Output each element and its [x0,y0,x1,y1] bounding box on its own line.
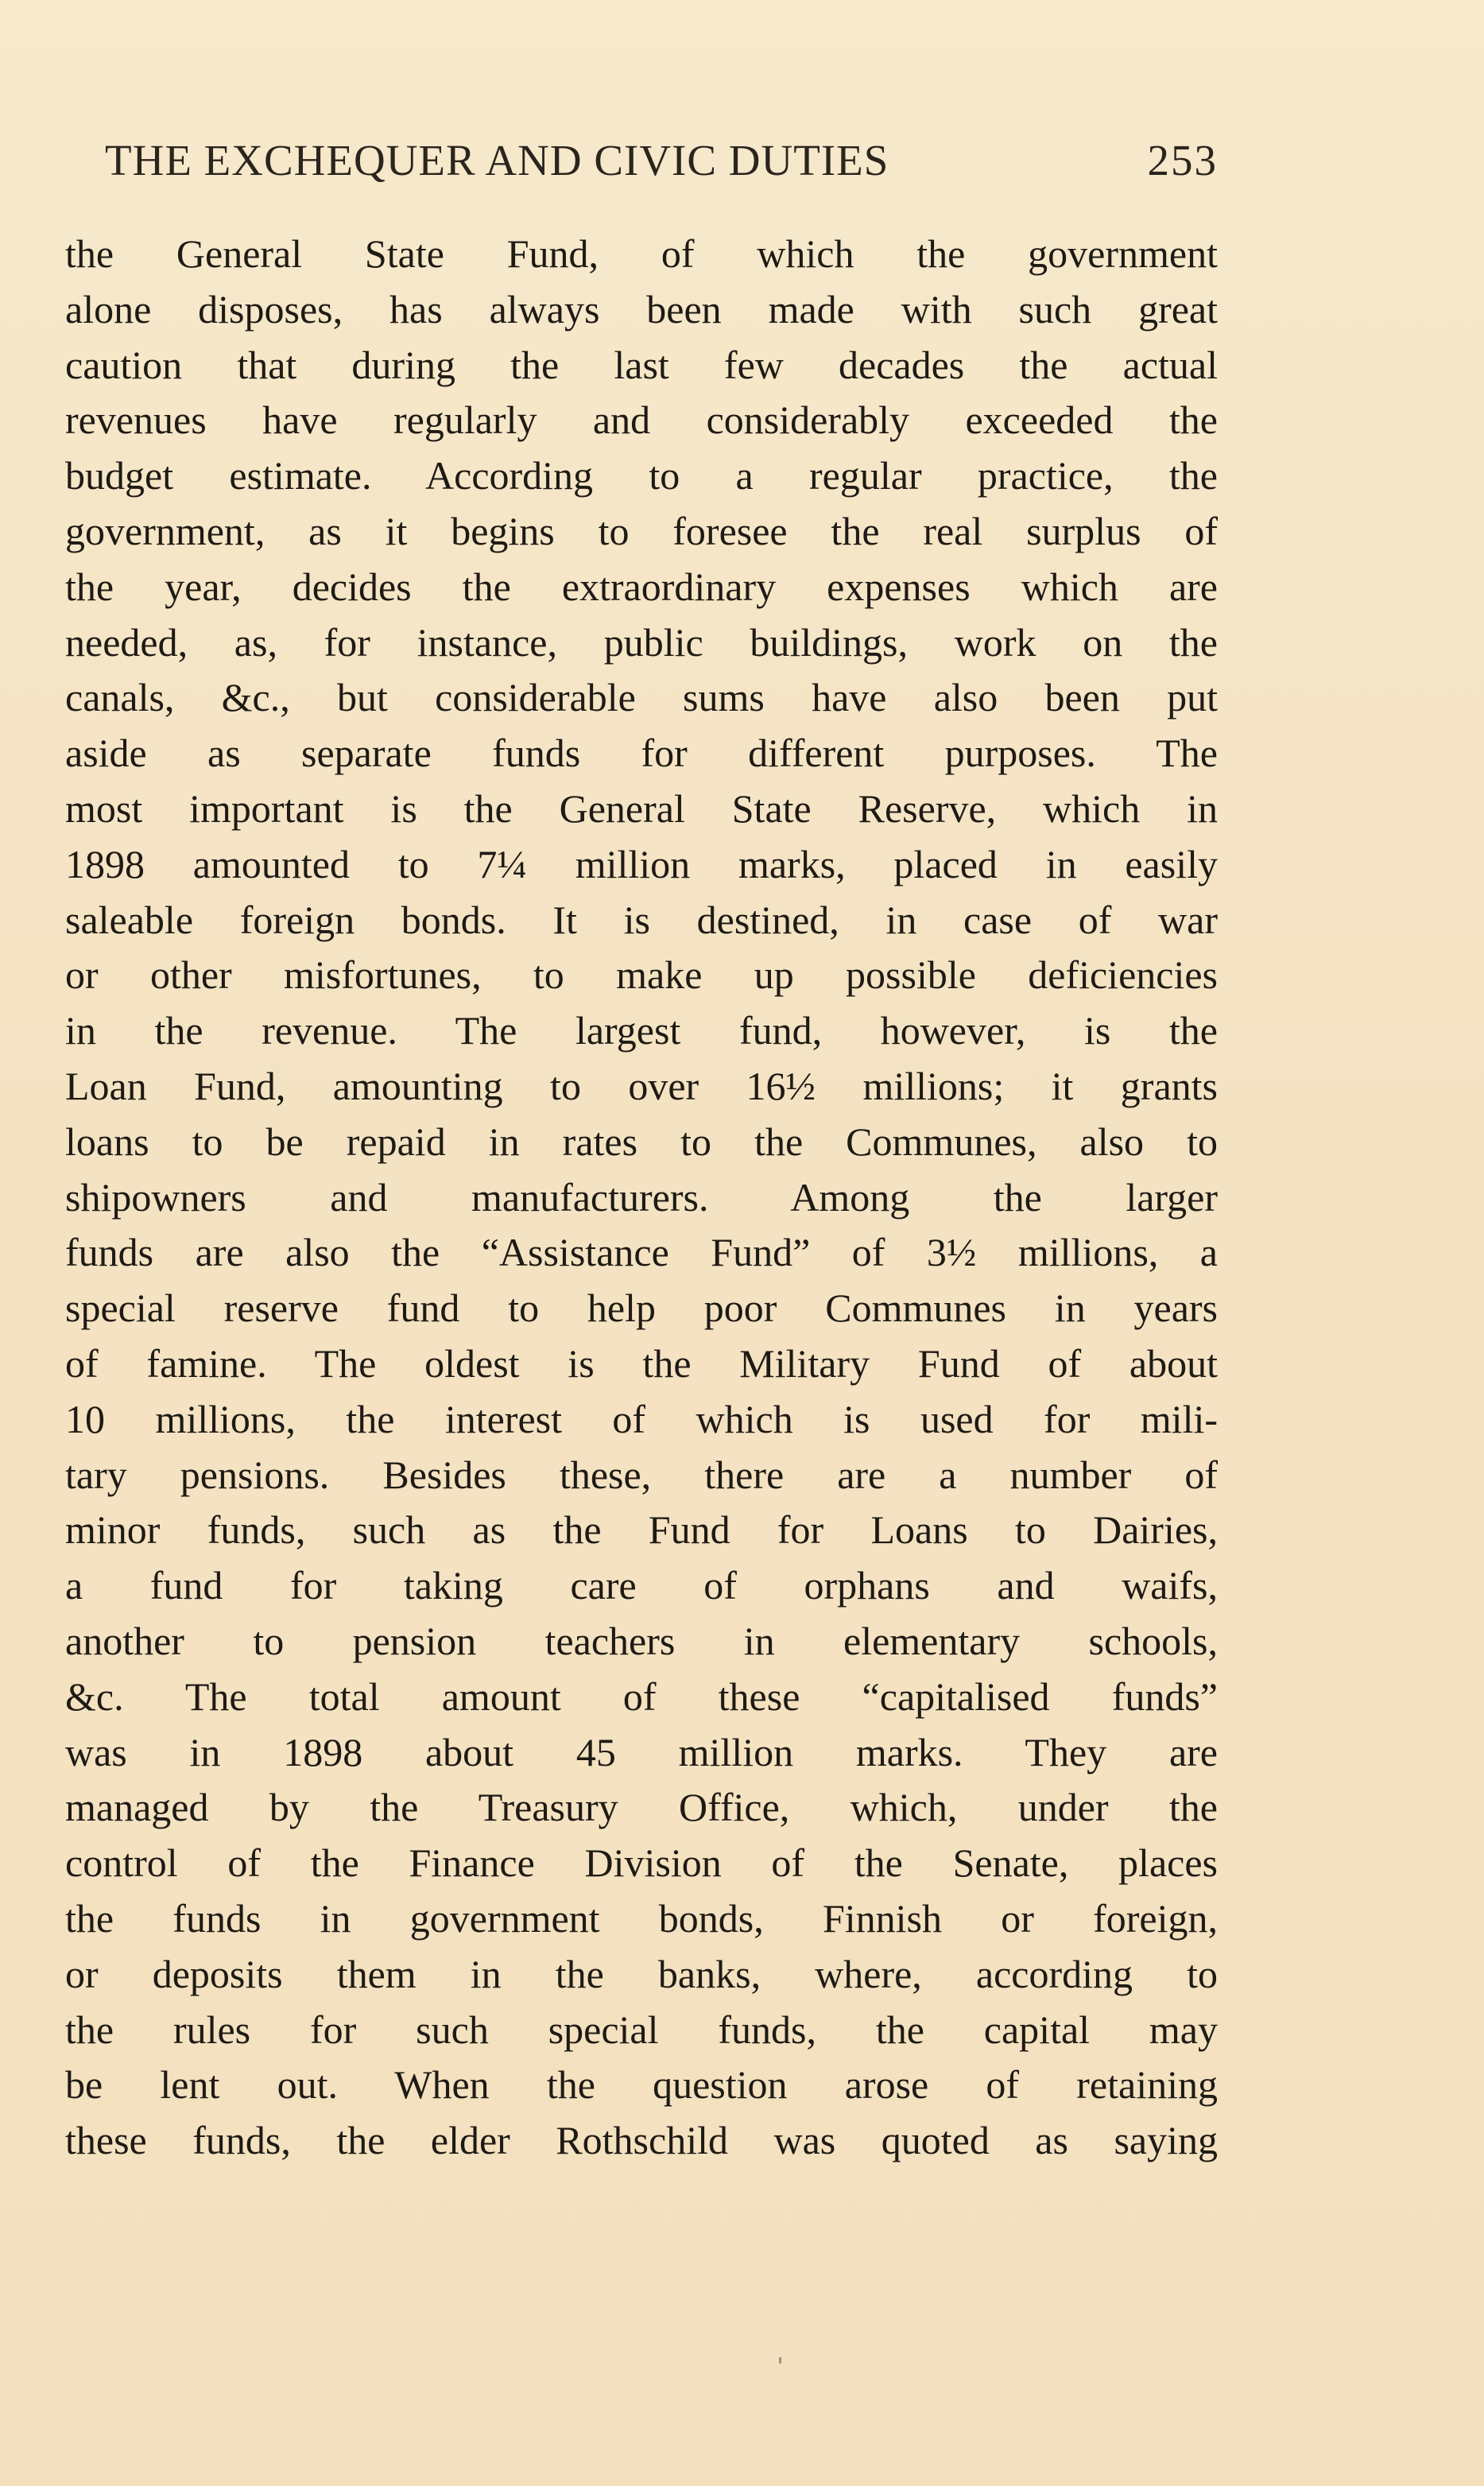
text-line: revenues have regularly and considerably exceeded the [65,398,1218,443]
text-line: the year, decides the extraordinary expenses which are [65,564,1218,609]
text-line: government, as it begins to foresee the real surplus of [65,508,1218,553]
text-line: be lent out. When the question arose of retaining [65,2062,1218,2108]
text-line: Loan Fund, amounting to over 16½ millions; it grants [65,1063,1218,1108]
text-line: these funds, the elder Rothschild was quoted as saying [65,2118,1218,2163]
text-line: budget estimate. According to a regular practice, the [65,453,1218,498]
text-line: 1898 amounted to 7¼ million marks, placed in easily [65,841,1218,886]
text-line: tary pensions. Besides these, there are a number of [65,1452,1218,1497]
text-line: saleable foreign bonds. It is destined, in case of war [65,897,1218,942]
text-line: the rules for such special funds, the capital may [65,2007,1218,2052]
text-line: or other misfortunes, to make up possible deficiencies [65,952,1218,998]
text-line: most important is the General State Reserve, which in [65,785,1218,831]
text-line: funds are also the “Assistance Fund” of 3½ millions, a [65,1230,1218,1275]
text-line: control of the Finance Division of the Senate, places [65,1840,1218,1886]
text-line: alone disposes, has always been made with such great [65,286,1218,332]
text-line: the General State Fund, of which the government [65,231,1218,276]
text-line: in the revenue. The largest fund, however, is the [65,1008,1218,1053]
text-line: the funds in government bonds, Finnish or foreign, [65,1895,1218,1941]
page-number: 253 [1147,136,1218,184]
text-line: needed, as, for instance, public buildings, work on the [65,619,1218,665]
text-line: another to pension teachers in elementary schools, [65,1618,1218,1663]
text-line: loans to be repaid in rates to the Communes, also to [65,1119,1218,1164]
text-line: &c. The total amount of these “capitalised funds” [65,1673,1218,1719]
text-line: special reserve fund to help poor Communes in years [65,1286,1218,1331]
body-text [65,227,1218,2169]
text-line: a fund for taking care of orphans and waifs, [65,1563,1218,1608]
text-line: minor funds, such as the Fund for Loans to Dairies, [65,1507,1218,1553]
text-line: of famine. The oldest is the Military Fund of about [65,1340,1218,1386]
text-line: aside as separate funds for different purposes. The [65,731,1218,776]
text-line: 10 millions, the interest of which is used for mili- [65,1396,1218,1441]
text-line: or deposits them in the banks, where, according to [65,1951,1218,1996]
text-line: canals, &c., but considerable sums have also been put [65,675,1218,720]
text-line: managed by the Treasury Office, which, under the [65,1785,1218,1830]
text-line: was in 1898 about 45 million marks. They are [65,1729,1218,1774]
text-line: caution that during the last few decades the actual [65,342,1218,387]
paper-speck [779,2357,781,2364]
running-header [105,135,1218,199]
text-line: shipowners and manufacturers. Among the larger [65,1174,1218,1220]
chapter-title: THE EXCHEQUER AND CIVIC DUTIES [105,136,889,184]
